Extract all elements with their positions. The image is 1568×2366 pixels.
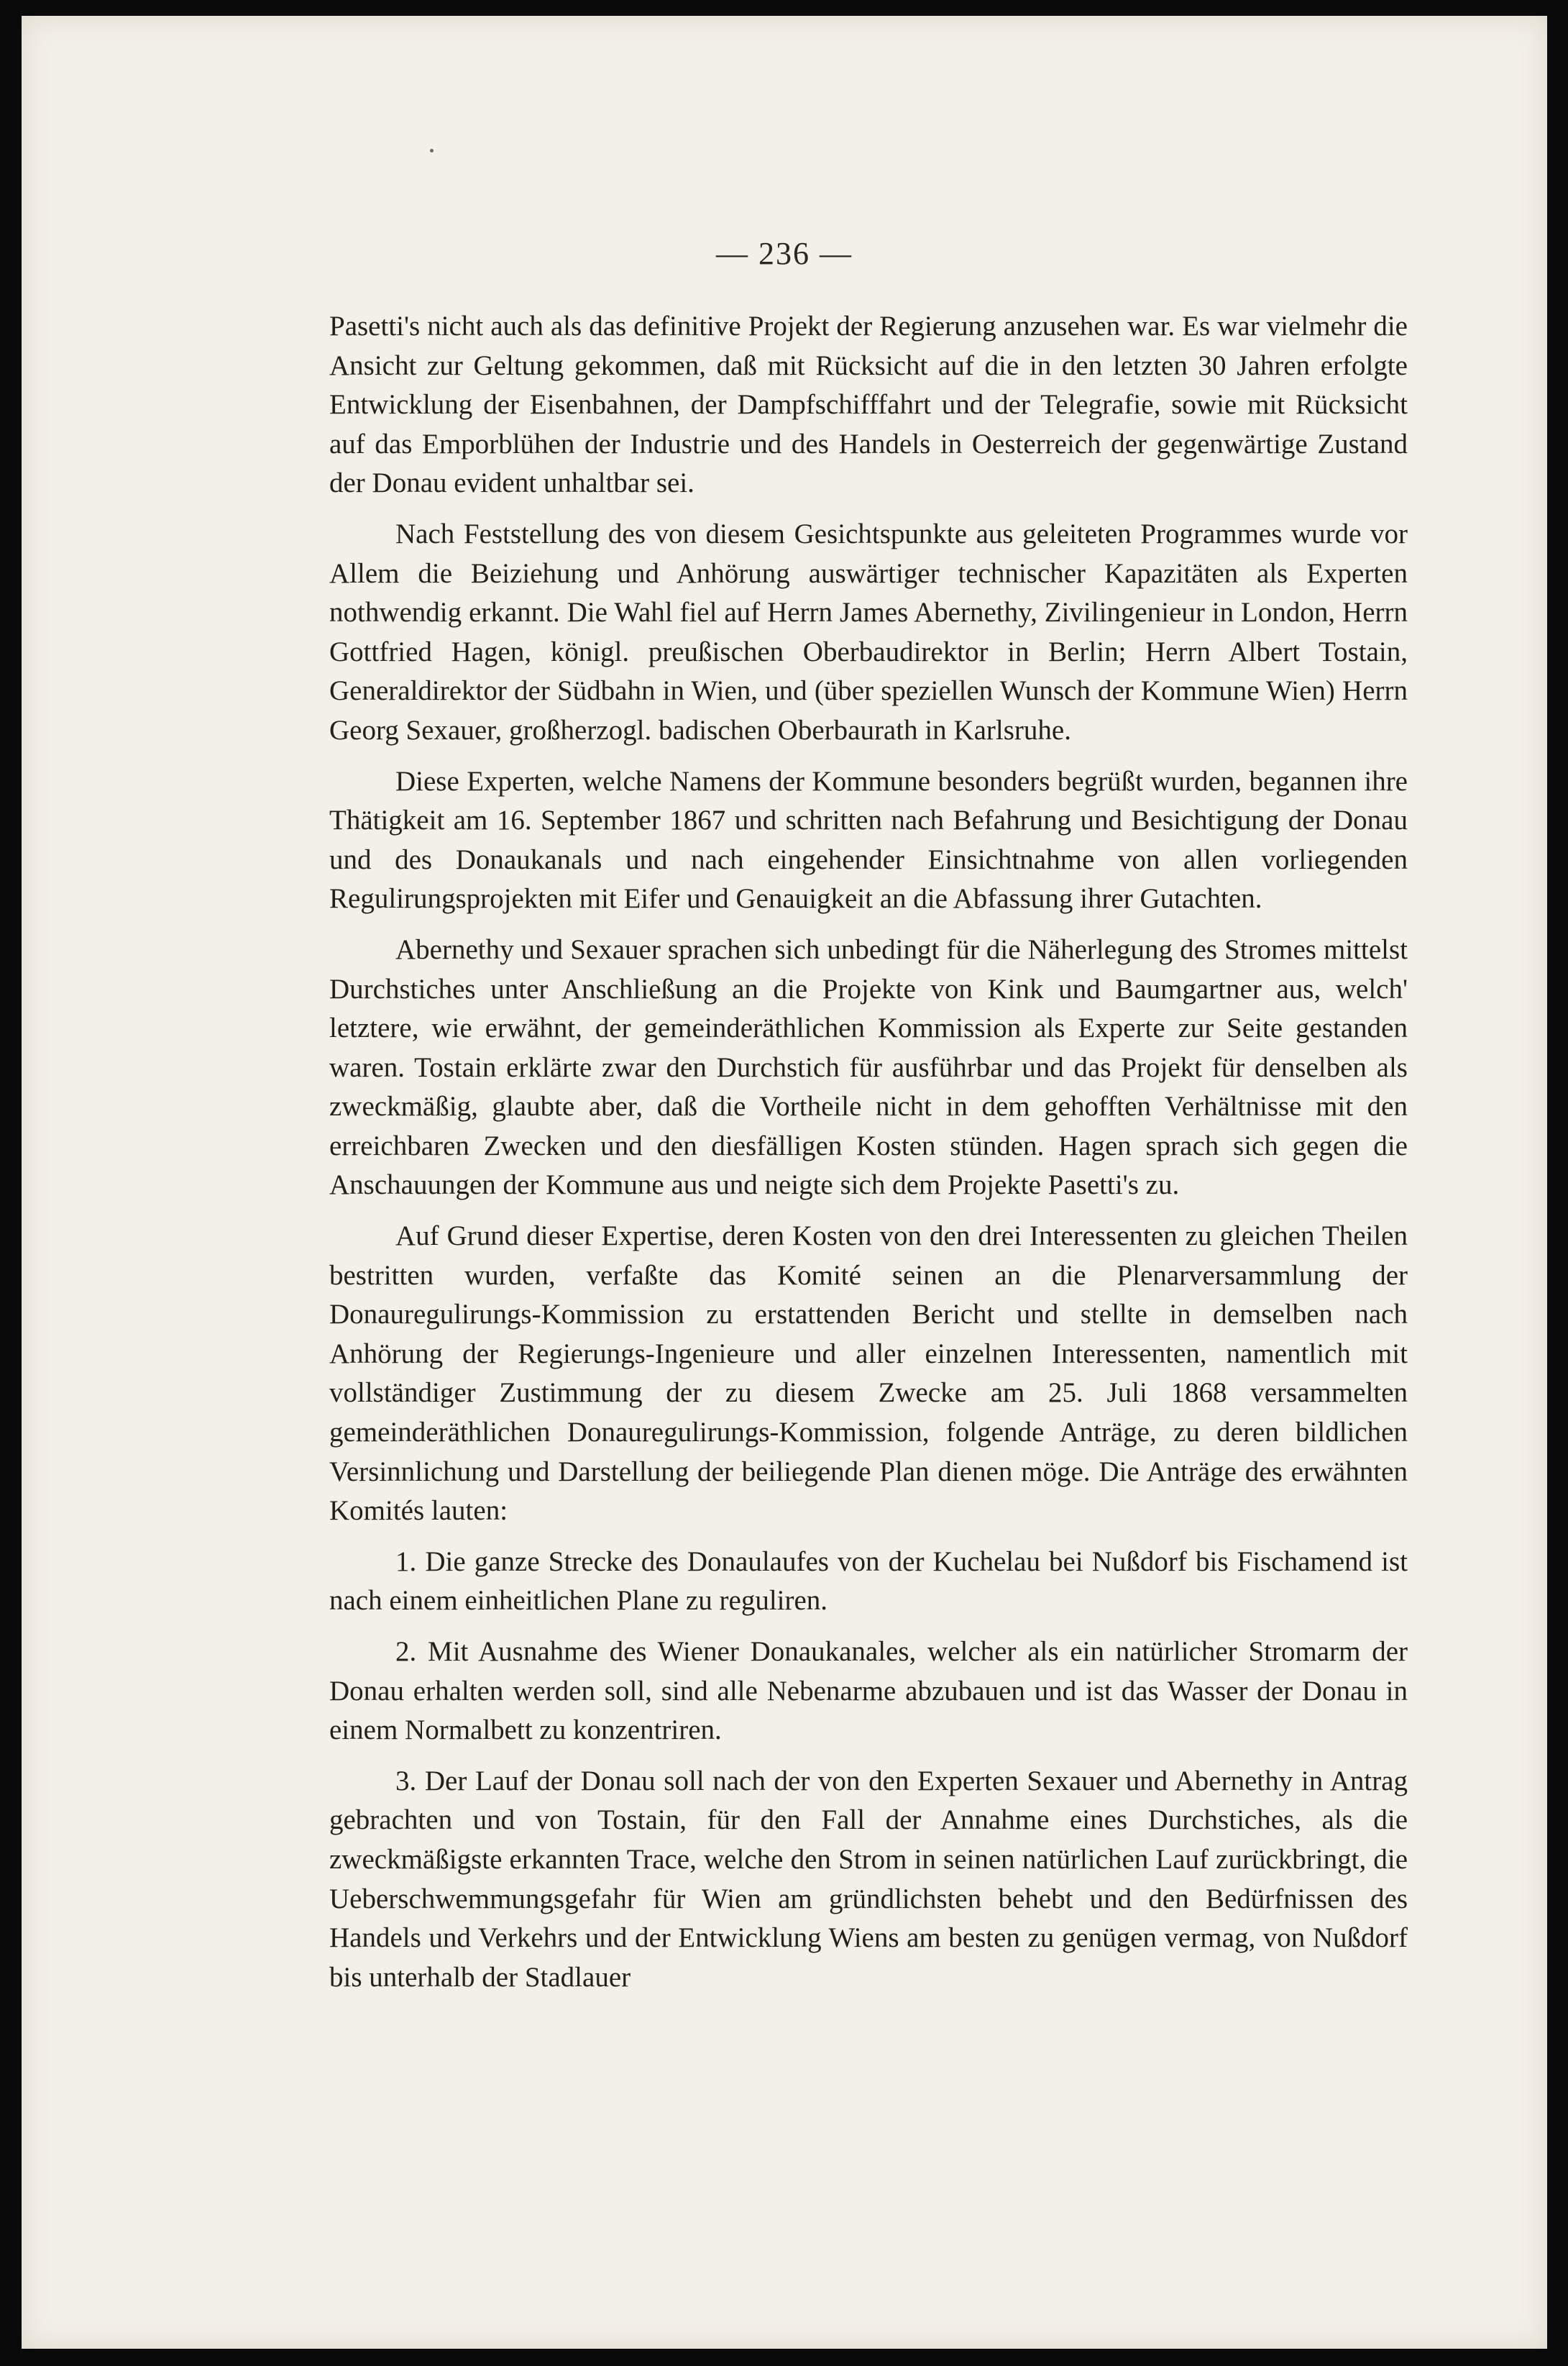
paragraph-3: Diese Experten, welche Namens der Kommune besonders begrüßt wurden, begannen ihre Thätigkeit am 16. September 1867 und schritten nach Befahrung und Besichtigung der Donau und des Donaukanals und nach eingehender Einsichtnahme von allen vorliegenden Regulirungsprojekten mit Eifer und Genauigkeit an die Abfassung ihrer Gutachten. [329, 765, 1408, 915]
motion-1: 1. Die ganze Strecke des Donaulaufes von der Kuchelau bei Nußdorf bis Fischamend ist nach einem einheitlichen Plane zu reguliren. [329, 1545, 1408, 1617]
paper-speck [430, 149, 434, 152]
motion-2: 2. Mit Ausnahme des Wiener Donaukanales, welcher als ein natürlicher Stromarm der Donau erhalten werden soll, sind alle Nebenarme abzubauen und ist das Wasser der Donau in einem Normalbett zu konzentriren. [329, 1636, 1408, 1746]
paragraph-1: Pasetti's nicht auch als das definitive Projekt der Regierung anzusehen war. Es war vielmehr die Ansicht zur Geltung gekommen, daß mit Rücksicht auf die in den letzten 30 Jahren erfolgte Entwicklung der Eisenbahnen, der Dampfschifffahrt und der Telegrafie, sowie mit Rücksicht auf das Emporblühen der Industrie und des Handels in Oesterreich der gegenwärtige Zustand der Donau evident unhaltbar sei. [329, 311, 1408, 499]
body-text [329, 307, 1408, 2009]
paragraph-5: Auf Grund dieser Expertise, deren Kosten von den drei Interessenten zu gleichen Theilen bestritten wurden, verfaßte das Komité seinen an die Plenarversammlung der Donauregulirungs-Kommission zu erstattenden Bericht und stellte in demselben nach Anhörung der Regierungs-Ingenieure und aller einzelnen Interessenten, namentlich mit vollständiger Zustimmung der zu diesem Zwecke am 25. Juli 1868 versammelten gemeinderäthlichen Donauregulirungs-Kommission, folgende Anträge, zu deren bildlichen Versinnlichung und Darstellung der beiliegende Plan dienen möge. Die Anträge des erwähnten Komités lauten: [329, 1220, 1408, 1527]
document-page [22, 16, 1547, 2349]
paragraph-2: Nach Feststellung des von diesem Gesichtspunkte aus geleiteten Programmes wurde vor Allem die Beiziehung und Anhörung auswärtiger technischer Kapazitäten als Experten nothwendig erkannt. Die Wahl fiel auf Herrn James Abernethy, Zivilingenieur in London, Herrn Gottfried Hagen, königl. preußischen Oberbaudirektor in Berlin; Herrn Albert Tostain, Generaldirektor der Südbahn in Wien, und (über speziellen Wunsch der Kommune Wien) Herrn Georg Sexauer, großherzogl. badischen Oberbaurath in Karlsruhe. [329, 518, 1408, 746]
paragraph-4: Abernethy und Sexauer sprachen sich unbedingt für die Näherlegung des Stromes mittelst Durchstiches unter Anschließung an die Projekte von Kink und Baumgartner aus, welch' letztere, wie erwähnt, der gemeinderäthlichen Kommission als Experte zur Seite gestanden waren. Tostain erklärte zwar den Durchstich für ausführbar und das Projekt für denselben als zweckmäßig, glaubte aber, daß die Vortheile nicht in dem gehofften Verhältnisse mit den erreichbaren Zwecken und den diesfälligen Kosten stünden. Hagen sprach sich gegen die Anschauungen der Kommune aus und neigte sich dem Projekte Pasetti's zu. [329, 933, 1408, 1201]
motion-3: 3. Der Lauf der Donau soll nach der von den Experten Sexauer und Abernethy in Antrag gebrachten und von Tostain, für den Fall der Annahme eines Durchstiches, als die zweckmäßigste erkannten Trace, welche den Strom in seinen natürlichen Lauf zurückbringt, die Ueberschwemmungsgefahr für Wien am gründlichsten behebt und den Bedürfnissen des Handels und Verkehrs und der Entwicklung Wiens am besten zu genügen vermag, von Nußdorf bis unterhalb der Stadlauer [329, 1765, 1408, 1993]
page-number: — 236 — [716, 236, 853, 271]
